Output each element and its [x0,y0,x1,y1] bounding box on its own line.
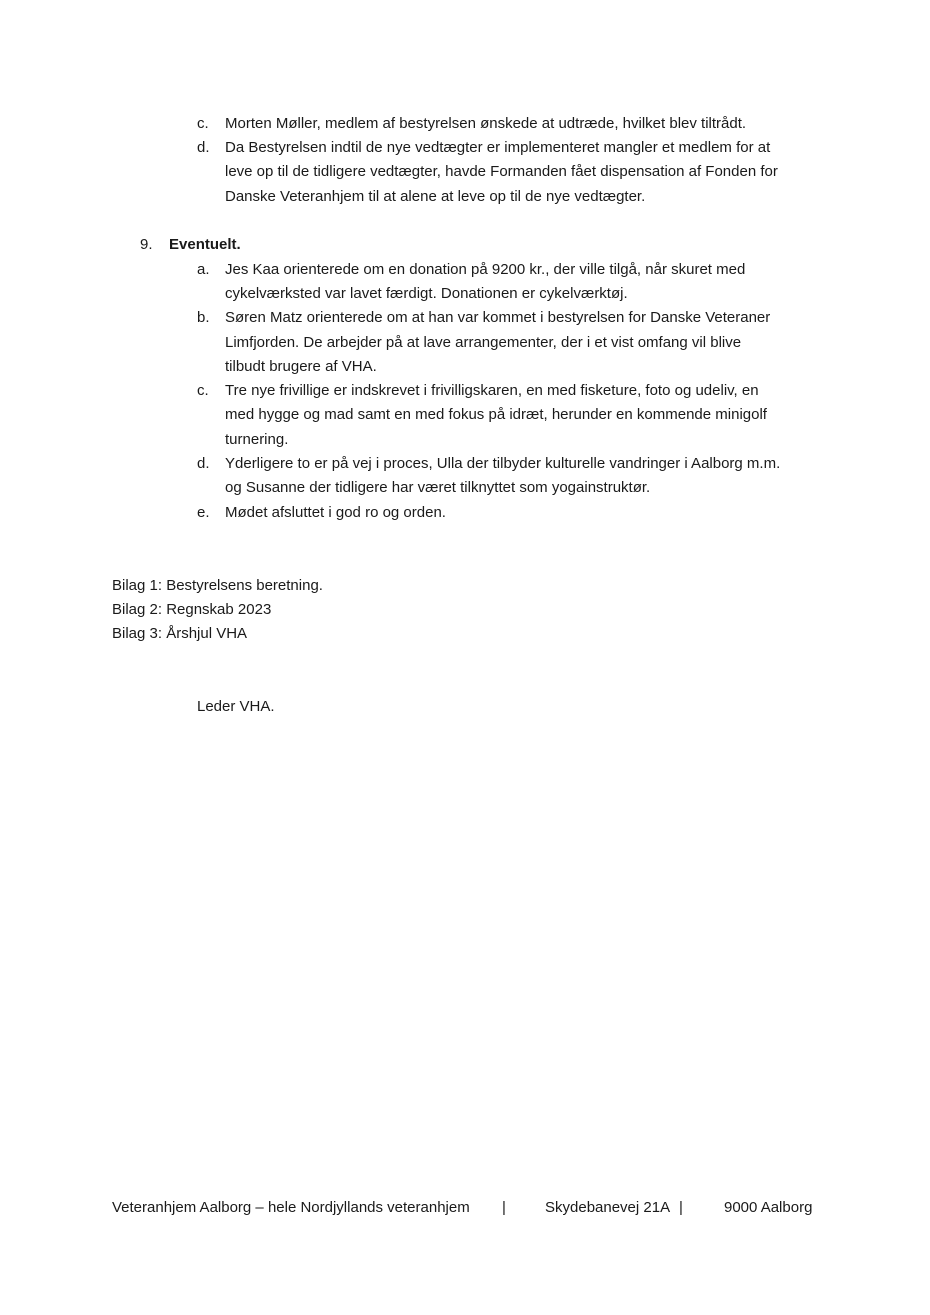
list-item-text: Danske Veteranhjem til at alene at leve op til de nye vedtægter. [225,188,646,205]
attachment-item: Bilag 2: Regnskab 2023 [112,601,272,618]
list-item-text: Tre nye frivillige er indskrevet i frivilligskaren, en med fisketure, foto og udeliv, en [225,382,759,399]
list-marker: c. [197,382,209,399]
signature-line: Leder VHA. [197,698,275,715]
list-item-text: cykelværksted var lavet færdigt. Donationen er cykelværktøj. [225,285,628,302]
list-item-text: Da Bestyrelsen indtil de nye vedtægter er implementeret mangler et medlem for at [225,139,771,156]
footer-separator: | [679,1199,683,1216]
footer-city: 9000 Aalborg [724,1199,813,1216]
list-marker: d. [197,455,210,472]
list-item-text: Søren Matz orienterede om at han var kommet i bestyrelsen for Danske Veteraner [225,309,771,326]
list-item-text: leve op til de tidligere vedtægter, havde Formanden fået dispensation af Fonden for [225,163,778,180]
list-item-text: turnering. [225,431,289,448]
attachment-item: Bilag 3: Årshjul VHA [112,625,248,642]
list-item-text: Mødet afsluttet i god ro og orden. [225,504,446,521]
attachment-item: Bilag 1: Bestyrelsens beretning. [112,577,323,594]
list-marker: b. [197,309,210,326]
list-marker: d. [197,139,210,156]
footer-separator: | [502,1199,506,1216]
list-item-text: tilbudt brugere af VHA. [225,358,377,375]
list-item-text: med hygge og mad samt en med fokus på idræt, herunder en kommende minigolf [225,406,767,423]
list-item-text: Morten Møller, medlem af bestyrelsen ønskede at udtræde, hvilket blev tiltrådt. [225,115,747,132]
list-marker: e. [197,504,210,521]
list-item-text: Yderligere to er på vej i proces, Ulla der tilbyder kulturelle vandringer i Aalborg m.m. [225,455,781,472]
list-item-text: Limfjorden. De arbejder på at lave arrangementer, der i et vist omfang vil blive [225,334,742,351]
list-item-text: og Susanne der tidligere har været tilknyttet som yogainstruktør. [225,479,651,496]
section-number: 9. [140,236,153,253]
list-marker: c. [197,115,209,132]
footer-organization: Veteranhjem Aalborg – hele Nordjyllands veteranhjem [112,1199,470,1216]
list-marker: a. [197,261,210,278]
footer-address: Skydebanevej 21A [545,1199,671,1216]
section-title: Eventuelt. [169,236,241,253]
list-item-text: Jes Kaa orienterede om en donation på 9200 kr., der ville tilgå, når skuret med [225,261,746,278]
